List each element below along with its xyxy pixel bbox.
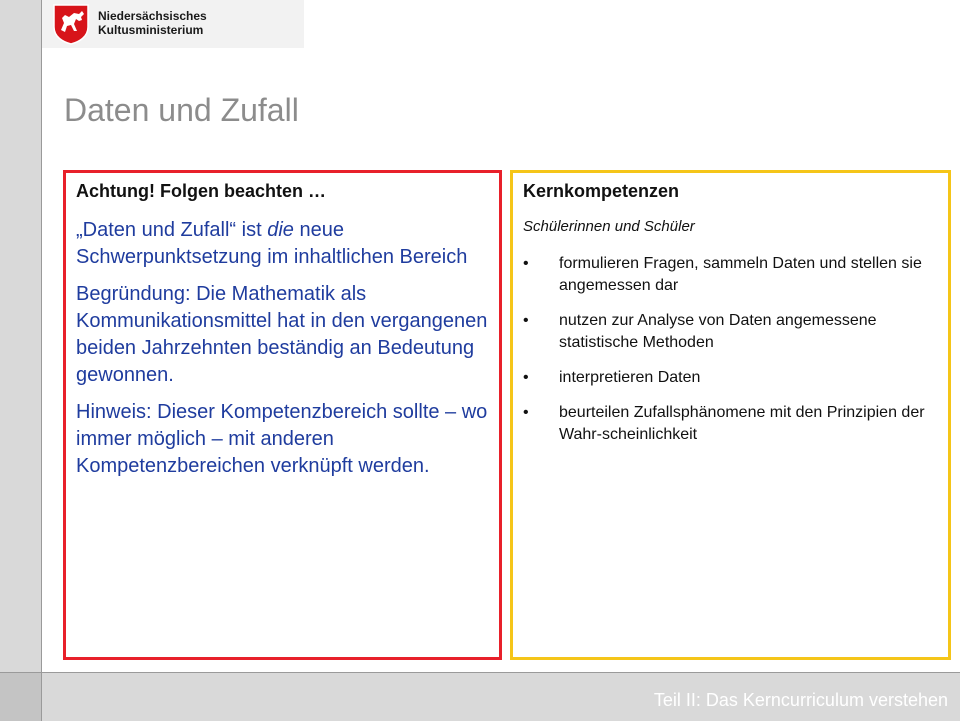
list-item [523,253,940,297]
ministry-name [98,9,207,37]
bullet-icon: • [523,404,529,421]
attention-heading: Achtung! Folgen beachten … [76,181,326,201]
competency-list [523,253,940,446]
ministry-logo [42,0,304,48]
list-item [523,402,940,446]
footer-bar [0,672,960,721]
footer-caption: Teil II: Das Kerncurriculum verstehen [653,690,948,710]
focus-text-post: neue Schwerpunktsetzung im inhaltlichen Bereich [76,219,468,268]
list-item [523,367,940,389]
left-sidebar-strip [0,0,42,720]
hint-paragraph: Hinweis: Dieser Kompetenzbereich sollte – wo immer möglich – mit anderen Kompetenzbereichen verknüpft werden. [76,401,488,477]
focus-paragraph [76,217,491,271]
bullet-icon: • [523,312,529,329]
focus-text-emphasis: die [267,219,294,241]
attention-box [63,170,502,660]
footer-corner [0,673,42,721]
list-item [523,310,940,354]
focus-text-pre: „Daten und Zufall“ ist [76,219,268,241]
reason-paragraph: Begründung: Die Mathematik als Kommunikationsmittel hat in den vergangenen beiden Jahrzehnten beständig an Bedeutung gewonnen. [76,283,488,386]
bullet-icon: • [523,255,529,272]
lower-saxony-horse-icon [52,3,90,45]
core-competencies-heading: Kernkompetenzen [523,181,680,201]
ministry-name-line2: Kultusministerium [98,23,204,37]
page-title: Daten und Zufall [64,92,299,128]
ministry-name-line1: Niedersächsisches [98,9,207,23]
core-competencies-box [510,170,951,660]
students-subtitle: Schülerinnen und Schüler [523,218,695,235]
list-item-text: beurteilen Zufallsphänomene mit den Prinzipien der Wahr-scheinlichkeit [559,404,925,443]
list-item-text: nutzen zur Analyse von Daten angemessene statistische Methoden [559,312,877,351]
bullet-icon: • [523,369,529,386]
list-item-text: formulieren Fragen, sammeln Daten und stellen sie angemessen dar [559,255,922,294]
list-item-text: interpretieren Daten [559,369,701,386]
